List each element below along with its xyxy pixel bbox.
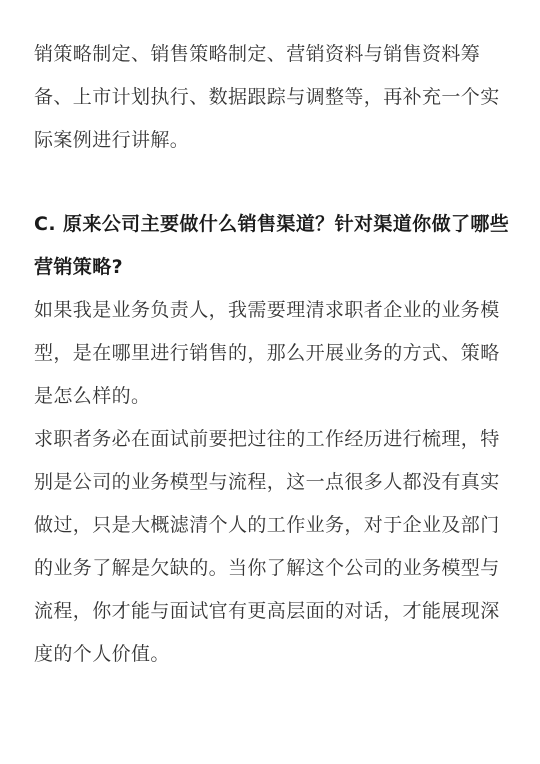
paragraph-interview-prep: 求职者务必在面试前要把过往的工作经历进行梳理，特别是公司的业务模型与流程，这一点很多人都没有真实做过，只是大概滤清个人的工作业务，对于企业及部门的业务了解是欠缺的。当你了解这个公司的业务模型与流程，你才能与面试官有更高层面的对话，才能展现深度的个人价值。 (34, 428, 500, 665)
intro-paragraph: 销策略制定、销售策略制定、营销资料与销售资料筹备、上市计划执行、数据跟踪与调整等，再补充一个实际案例进行讲解。 (34, 43, 500, 151)
article-body (34, 33, 512, 676)
paragraph-business-model: 如果我是业务负责人，我需要理清求职者企业的业务模型，是在哪里进行销售的，那么开展业务的方式、策略是怎么样的。 (34, 299, 500, 407)
section-heading: C. 原来公司主要做什么销售渠道？针对渠道你做了哪些营销策略? (34, 213, 510, 278)
